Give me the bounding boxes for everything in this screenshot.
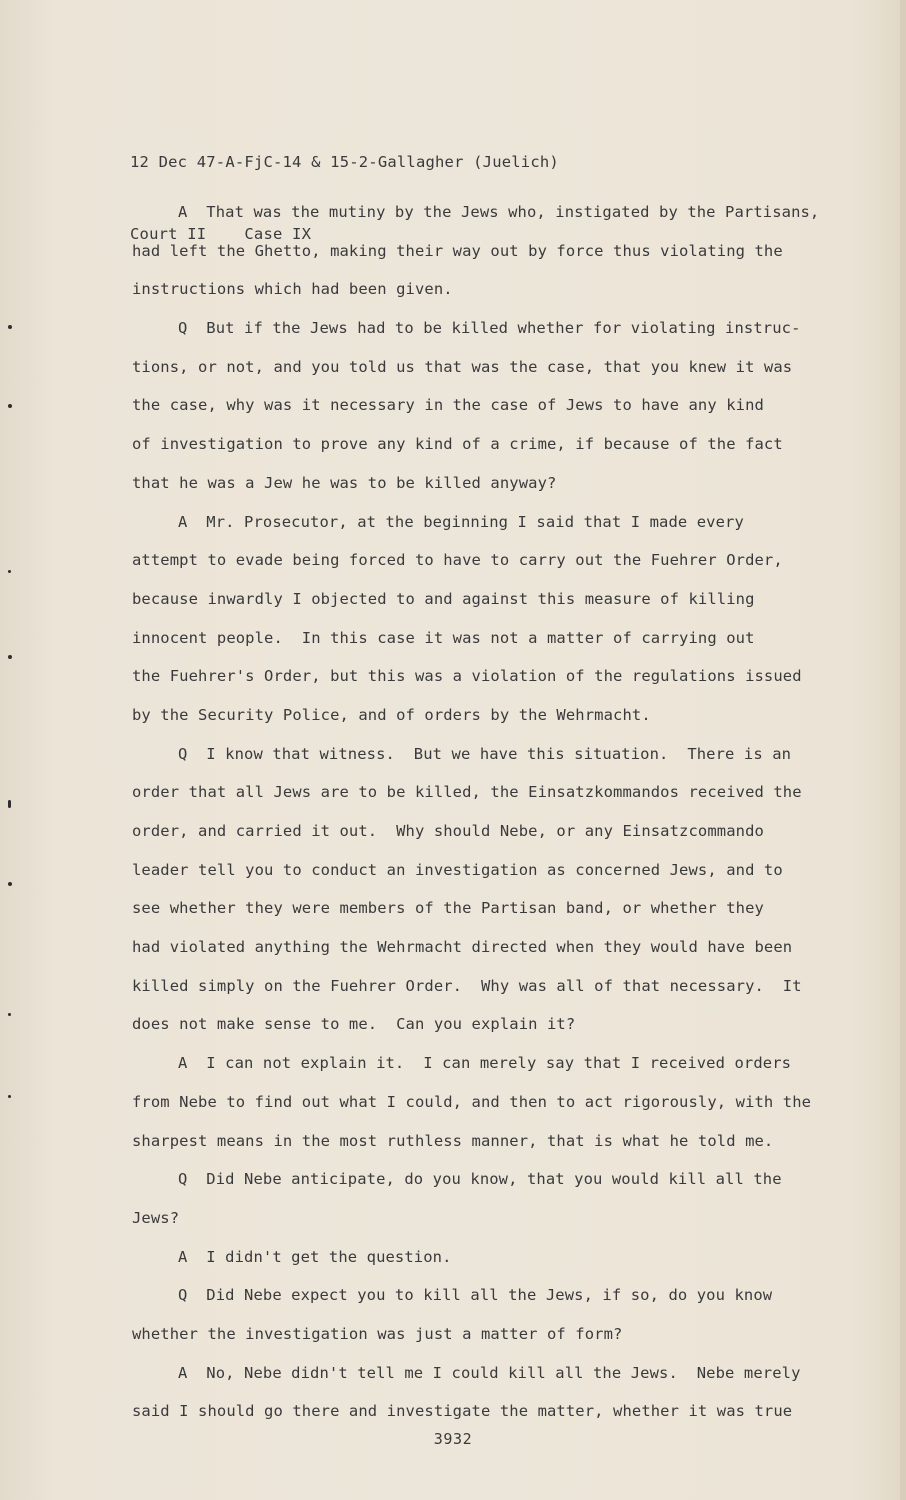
transcript-line: Q But if the Jews had to be killed whether for violating instruc- xyxy=(178,319,801,338)
transcript-line: A That was the mutiny by the Jews who, instigated by the Partisans, xyxy=(178,203,820,221)
transcript-line: A I can not explain it. I can merely say that I received orders xyxy=(178,1054,792,1073)
page-number: 3932 xyxy=(433,1430,473,1448)
transcript-line: tions, or not, and you told us that was the case, that you knew it was xyxy=(132,357,793,376)
margin-mark xyxy=(8,1095,11,1098)
margin-mark xyxy=(8,882,12,886)
transcript-line: innocent people. In this case it was not a matter of carrying out xyxy=(132,628,755,647)
transcript-line: from Nebe to find out what I could, and then to act rigorously, with the xyxy=(132,1092,812,1111)
transcript-line: Q I know that witness. But we have this situation. There is an xyxy=(178,744,792,763)
transcript-line: the case, why was it necessary in the case of Jews to have any kind xyxy=(132,396,764,415)
transcript-line: had left the Ghetto, making their way out by force thus violating the xyxy=(132,241,783,260)
transcript-line: killed simply on the Fuehrer Order. Why was all of that necessary. It xyxy=(132,976,802,995)
transcript-line: see whether they were members of the Partisan band, or whether they xyxy=(132,899,764,918)
header-court-case: Court II Case IX xyxy=(130,225,312,243)
transcript-line: Q Did Nebe expect you to kill all the Jews, if so, do you know xyxy=(178,1286,773,1305)
transcript-line: Q Did Nebe anticipate, do you know, that you would kill all the xyxy=(178,1170,782,1189)
transcript-line: does not make sense to me. Can you explain it? xyxy=(132,1015,576,1034)
margin-mark xyxy=(8,570,11,573)
transcript-line: that he was a Jew he was to be killed anyway? xyxy=(132,473,557,492)
transcript-line: A Mr. Prosecutor, at the beginning I said that I made every xyxy=(178,512,744,531)
transcript-line: order, and carried it out. Why should Nebe, or any Einsatzcommando xyxy=(132,822,764,840)
transcript-line: instructions which had been given. xyxy=(132,280,453,299)
transcript-line: because inwardly I objected to and against this measure of killing xyxy=(132,589,755,608)
transcript-line: A No, Nebe didn't tell me I could kill all the Jews. Nebe merely xyxy=(178,1363,801,1382)
transcript-body xyxy=(132,198,840,1436)
transcript-line: by the Security Police, and of orders by the Wehrmacht. xyxy=(132,705,651,724)
transcript-line: whether the investigation was just a matter of form? xyxy=(132,1324,623,1343)
transcript-line: said I should go there and investigate the matter, whether it was true xyxy=(132,1402,793,1421)
margin-mark xyxy=(8,800,11,808)
margin-mark xyxy=(8,1013,11,1016)
transcript-line: of investigation to prove any kind of a crime, if because of the fact xyxy=(132,435,783,454)
transcript-line: the Fuehrer's Order, but this was a violation of the regulations issued xyxy=(132,667,802,686)
transcript-line: had violated anything the Wehrmacht directed when they would have been xyxy=(132,938,793,957)
transcript-line: sharpest means in the most ruthless manner, that is what he told me. xyxy=(132,1131,774,1150)
transcript-line: Jews? xyxy=(132,1208,180,1227)
margin-mark xyxy=(8,325,12,329)
transcript-line: attempt to evade being forced to have to carry out the Fuehrer Order, xyxy=(132,551,783,570)
margin-mark xyxy=(8,655,12,659)
page-edge xyxy=(900,0,906,1500)
transcript-line: leader tell you to conduct an investigation as concerned Jews, and to xyxy=(132,860,783,879)
header-reference: 12 Dec 47-A-FjC-14 & 15-2-Gallagher (Juelich) xyxy=(130,153,559,171)
transcript-line: order that all Jews are to be killed, the Einsatzkommandos received the xyxy=(132,783,802,802)
margin-mark xyxy=(8,404,12,408)
transcript-line: A I didn't get the question. xyxy=(178,1247,452,1266)
